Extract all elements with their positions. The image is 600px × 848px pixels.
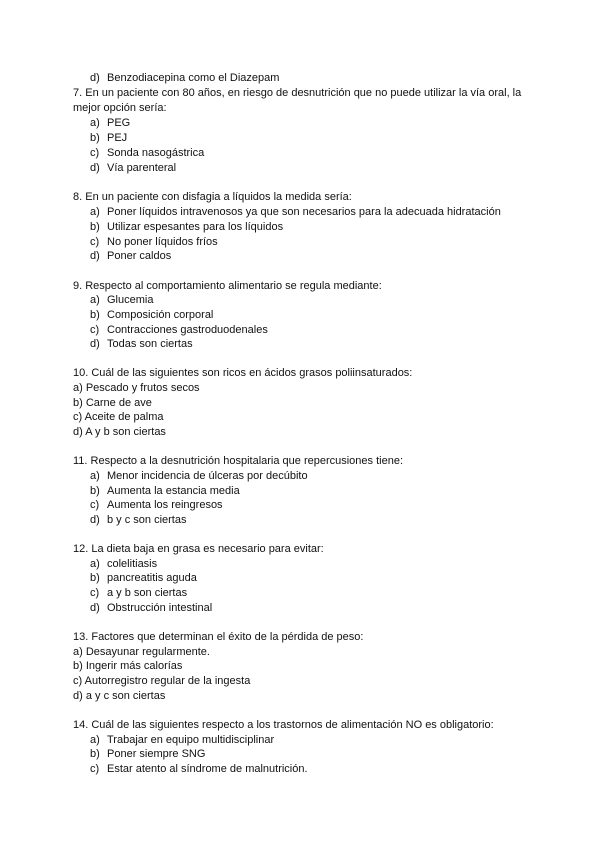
option-text: Obstrucción intestinal (107, 602, 213, 614)
option-label: b) (90, 221, 100, 233)
q10-option-c: c) Aceite de palma (73, 411, 164, 423)
option-text: colelitiasis (107, 558, 158, 570)
q7-question-line1: 7. En un paciente con 80 años, en riesgo de desnutrición que no puede utilizar la vía oral, la (73, 87, 522, 99)
option-label: b) (90, 485, 100, 497)
q10-option-a: a) Pescado y frutos secos (73, 382, 200, 394)
q13-option-c: c) Autorregistro regular de la ingesta (73, 675, 251, 687)
q9-option-d (90, 337, 193, 351)
option-text: Poner caldos (107, 250, 172, 262)
option-text: No poner líquidos fríos (107, 236, 218, 248)
q7-option-b (90, 131, 127, 145)
q10-question: 10. Cuál de las siguientes son ricos en ácidos grasos poliinsaturados: (73, 367, 413, 379)
option-label: d) (90, 338, 100, 350)
option-text: Vía parenteral (107, 162, 177, 174)
option-text: Utilizar espesantes para los líquidos (107, 221, 284, 233)
q9-question: 9. Respecto al comportamiento alimentario se regula mediante: (73, 280, 382, 292)
q8-option-d (90, 249, 171, 263)
option-text: Glucemia (107, 294, 154, 306)
option-label: b) (90, 132, 100, 144)
option-text: Composición corporal (107, 309, 214, 321)
q12-option-c (90, 586, 187, 600)
option-text: pancreatitis aguda (107, 572, 197, 584)
option-label: a) (90, 734, 100, 746)
q13-option-a: a) Desayunar regularmente. (73, 646, 210, 658)
q7-option-c (90, 146, 204, 160)
q12-option-d (90, 601, 212, 615)
option-label: c) (90, 587, 100, 599)
option-text: Trabajar en equipo multidisciplinar (107, 734, 275, 746)
q12-question: 12. La dieta baja en grasa es necesario para evitar: (73, 543, 324, 555)
q9-option-a (90, 293, 153, 307)
q9-option-b (90, 308, 213, 322)
option-label: d) (90, 250, 100, 262)
option-text: a y b son ciertas (107, 587, 188, 599)
q7-question-line2: mejor opción sería: (73, 102, 167, 114)
q13-option-b: b) Ingerir más calorías (73, 660, 183, 672)
option-text: b y c son ciertas (107, 514, 187, 526)
option-label: a) (90, 117, 100, 129)
option-label: b) (90, 309, 100, 321)
option-text: Poner siempre SNG (107, 748, 206, 760)
q13-option-d: d) a y c son ciertas (73, 690, 166, 702)
option-text: Contracciones gastroduodenales (107, 324, 268, 336)
option-text: PEG (107, 117, 131, 129)
q8-option-c (90, 235, 218, 249)
q6-option-d (90, 71, 279, 85)
option-label: a) (90, 206, 100, 218)
q11-option-c (90, 498, 223, 512)
q7-option-a (90, 116, 130, 130)
q8-option-a (90, 205, 501, 219)
option-text: Menor incidencia de úlceras por decúbito (107, 470, 308, 482)
option-text: Sonda nasogástrica (107, 147, 205, 159)
q11-question: 11. Respecto a la desnutrición hospitalaria que repercusiones tiene: (73, 455, 403, 467)
option-label: c) (90, 236, 100, 248)
option-text: PEJ (107, 132, 128, 144)
option-label: c) (90, 499, 100, 511)
q12-option-b (90, 571, 197, 585)
option-text: Aumenta los reingresos (107, 499, 223, 511)
option-text: Estar atento al síndrome de malnutrición. (107, 763, 308, 775)
option-label: c) (90, 763, 100, 775)
q8-question: 8. En un paciente con disfagia a líquidos la medida sería: (73, 191, 352, 203)
option-text: Todas son ciertas (107, 338, 193, 350)
q12-option-a (90, 557, 157, 571)
q14-option-c (90, 762, 308, 776)
option-label: d) (90, 602, 100, 614)
q10-option-b: b) Carne de ave (73, 397, 152, 409)
option-label: d) (90, 72, 100, 84)
option-label: a) (90, 294, 100, 306)
option-text: Poner líquidos intravenosos ya que son necesarios para la adecuada hidratación (107, 206, 501, 218)
option-text: Aumenta la estancia media (107, 485, 240, 497)
option-label: c) (90, 147, 100, 159)
option-label: d) (90, 162, 100, 174)
q14-option-a (90, 733, 274, 747)
q14-option-b (90, 747, 205, 761)
q13-question: 13. Factores que determinan el éxito de la pérdida de peso: (73, 631, 364, 643)
option-label: a) (90, 558, 100, 570)
q10-option-d: d) A y b son ciertas (73, 426, 166, 438)
q11-option-b (90, 484, 240, 498)
option-label: b) (90, 748, 100, 760)
option-label: c) (90, 324, 100, 336)
q11-option-a (90, 469, 308, 483)
q8-option-b (90, 220, 283, 234)
option-label: b) (90, 572, 100, 584)
option-label: d) (90, 514, 100, 526)
q7-option-d (90, 161, 176, 175)
option-text: Benzodiacepina como el Diazepam (107, 72, 280, 84)
q11-option-d (90, 513, 186, 527)
q14-question: 14. Cuál de las siguientes respecto a los trastornos de alimentación NO es obligatorio: (73, 719, 494, 731)
option-label: a) (90, 470, 100, 482)
q9-option-c (90, 323, 268, 337)
